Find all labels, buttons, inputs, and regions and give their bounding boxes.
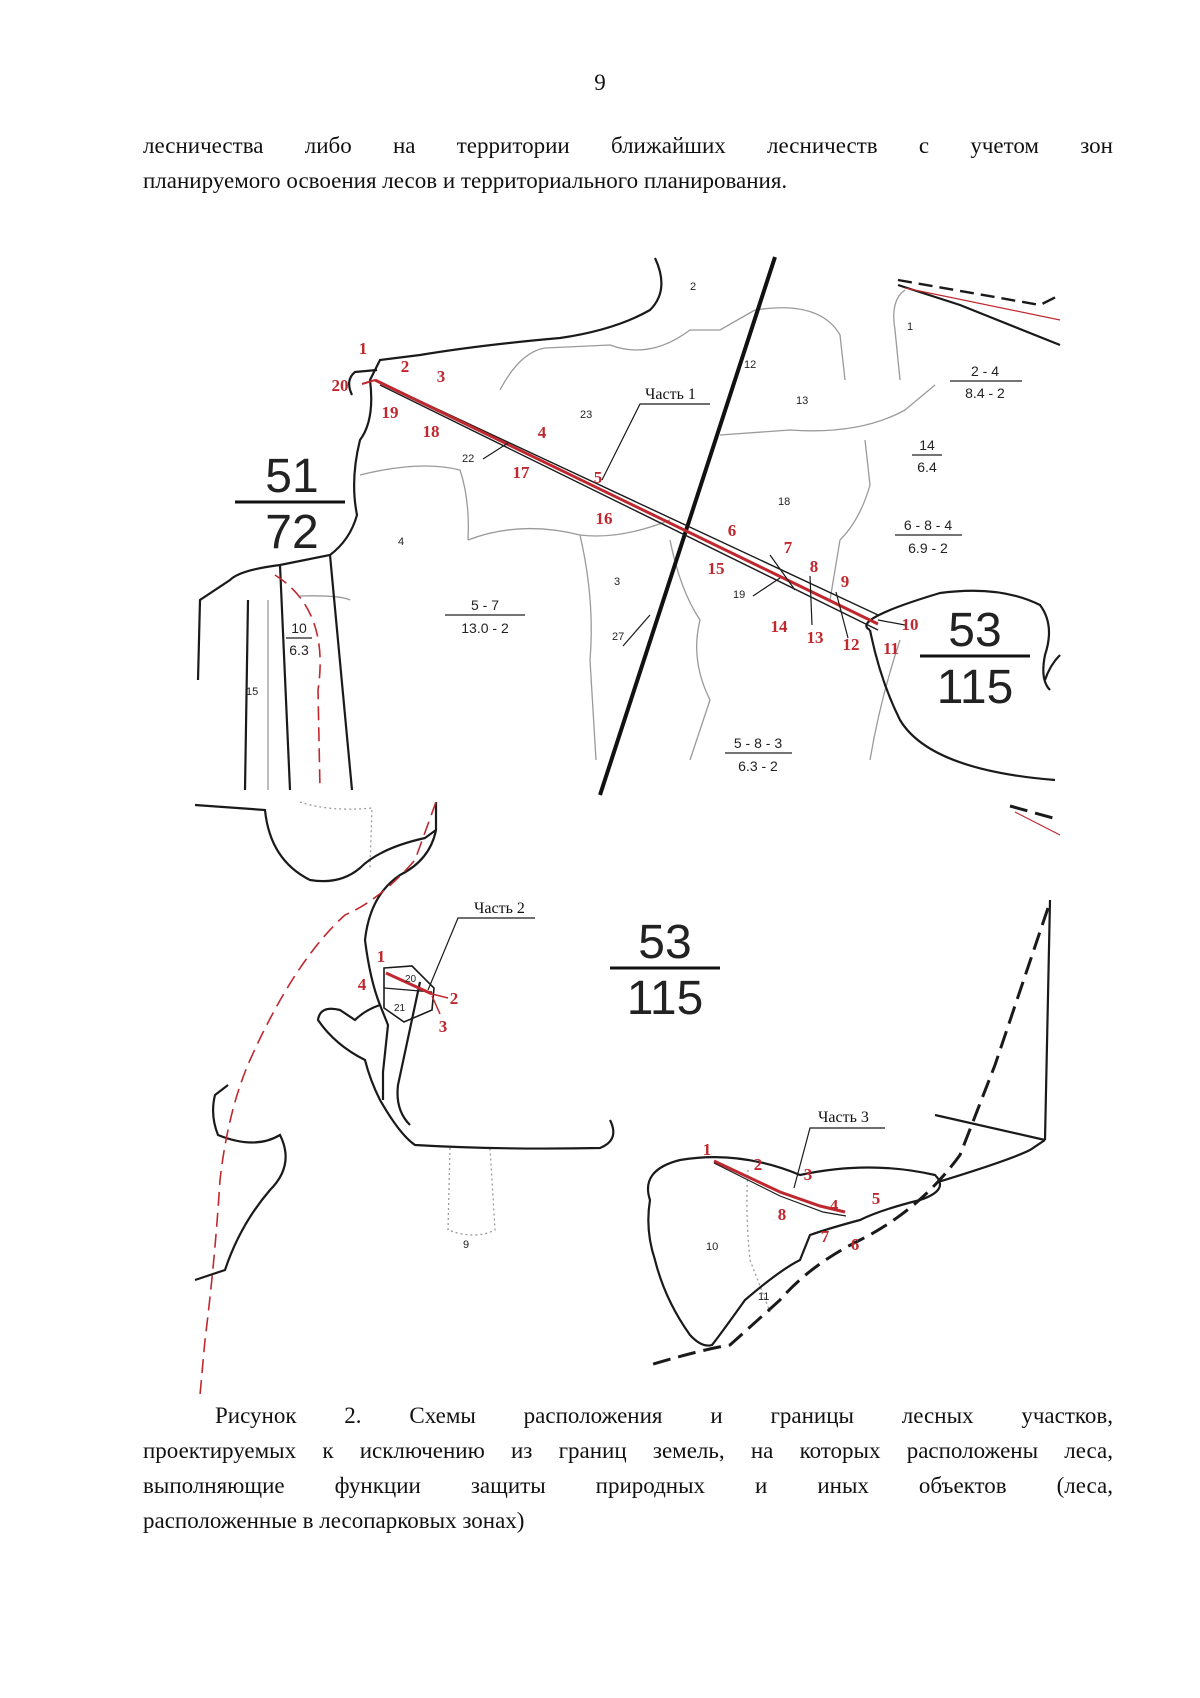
quarter-numerator: 53: [638, 916, 692, 969]
intro-line: лесничества либо на территории ближайших лесничеств с учетом зон: [143, 133, 1113, 158]
point-label: 9: [840, 572, 850, 591]
quarter-53-115: [610, 916, 720, 1025]
point-label: 3: [803, 1165, 813, 1184]
turning-points-part-2: [358, 947, 459, 1036]
point-label: 11: [882, 639, 900, 658]
point-label: 7: [783, 538, 793, 557]
red-line-top: [1015, 812, 1060, 835]
point-label: 8: [777, 1205, 787, 1224]
point-label: 8: [809, 557, 819, 576]
plot-part-1: [362, 380, 878, 630]
point-label: 5: [593, 468, 603, 487]
svg-text:5 - 8 - 3: 5 - 8 - 3: [733, 735, 783, 751]
point-label: 3: [436, 367, 446, 386]
sub-label: [950, 363, 1022, 401]
sub-label: [286, 620, 312, 658]
dashed-boundary-top: [898, 280, 1060, 320]
point-label: 16: [595, 509, 613, 528]
plot-number: 23: [580, 409, 593, 421]
quarter-51-72: [235, 450, 345, 559]
plot-number: 11: [758, 1291, 770, 1303]
plot-number: 22: [462, 453, 475, 465]
svg-text:6.4: 6.4: [917, 459, 937, 475]
svg-text:13.0 - 2: 13.0 - 2: [461, 620, 509, 636]
part-1-label: Часть 1: [645, 386, 696, 403]
turning-points-part-1: [332, 339, 919, 658]
svg-text:8.4 - 2: 8.4 - 2: [965, 385, 1005, 401]
page-number: 9: [594, 70, 606, 95]
quarter-boundaries: [195, 802, 1050, 1346]
sub-label: [725, 735, 792, 774]
point-label: 2: [400, 357, 410, 376]
svg-text:2 - 4: 2 - 4: [970, 363, 1000, 379]
plot-number: 19: [733, 589, 746, 601]
point-label: 4: [537, 423, 547, 442]
quarter-denominator: 72: [265, 506, 319, 559]
plot-number: 4: [398, 536, 405, 548]
point-label: 20: [331, 376, 349, 395]
point-label: 1: [358, 339, 368, 358]
point-label: 15: [707, 559, 725, 578]
point-label: 17: [512, 463, 530, 482]
svg-text:5 - 7: 5 - 7: [470, 597, 500, 613]
plot-number: 13: [796, 395, 809, 407]
point-label: 7: [820, 1227, 830, 1246]
sub-label: [912, 437, 942, 475]
inner-boundaries: [300, 802, 770, 1312]
caption-line: проектируемых к исключению из границ земель, на которых расположены леса,: [143, 1438, 1113, 1463]
point-label: 4: [829, 1196, 839, 1215]
point-label: 14: [770, 617, 788, 636]
point-label: 3: [438, 1017, 448, 1036]
point-label: 5: [871, 1189, 881, 1208]
svg-text:6.3: 6.3: [289, 642, 309, 658]
point-label: 6: [850, 1235, 860, 1254]
point-label: 18: [422, 422, 440, 441]
plot-number: 18: [778, 496, 791, 508]
figure-caption: [143, 1398, 1113, 1538]
quarter-numerator: 51: [265, 450, 319, 503]
map-1: [198, 257, 1060, 795]
quarter-denominator: 115: [936, 661, 1014, 714]
map-2: [195, 802, 1060, 1395]
plot-number: 21: [394, 1003, 406, 1014]
point-label: 1: [702, 1140, 712, 1159]
plot-number: 27: [612, 631, 625, 643]
svg-text:10: 10: [291, 620, 307, 636]
red-dashed-boundary: [200, 802, 436, 1395]
point-label: 2: [753, 1155, 763, 1174]
svg-text:6.9 - 2: 6.9 - 2: [908, 540, 948, 556]
quarter-denominator: 115: [626, 972, 704, 1025]
point-label: 13: [806, 628, 824, 647]
plot-number: 15: [246, 686, 259, 698]
point-label: 12: [842, 635, 860, 654]
caption-line: расположенные в лесопарковых зонах): [143, 1508, 525, 1533]
quarter-53-115: [920, 604, 1030, 714]
plot-number: 10: [706, 1241, 719, 1253]
plot-number: 9: [463, 1239, 470, 1251]
plot-number: 20: [405, 974, 417, 985]
caption-line: выполняющие функции защиты природных и иных объектов (леса,: [143, 1473, 1113, 1498]
caption-line: Рисунок 2. Схемы расположения и границы лесных участков,: [215, 1403, 1113, 1428]
svg-text:6.3 - 2: 6.3 - 2: [738, 758, 778, 774]
point-label: 19: [381, 403, 399, 422]
svg-text:14: 14: [919, 437, 935, 453]
sub-label: [895, 517, 962, 556]
intro-line: планируемого освоения лесов и территориального планирования.: [143, 168, 788, 193]
plot-part-2: [384, 918, 535, 1022]
plot-number: 2: [690, 281, 697, 293]
plot-part-3: [706, 1128, 885, 1303]
quarter-numerator: 53: [948, 604, 1002, 657]
point-label: 1: [376, 947, 386, 966]
sub-label: [445, 597, 525, 636]
point-label: 10: [901, 615, 919, 634]
point-label: 4: [357, 975, 367, 994]
plot-number: 1: [907, 321, 914, 333]
plot-number: 12: [744, 359, 757, 371]
svg-text:6 - 8 - 4: 6 - 8 - 4: [903, 517, 953, 533]
plot-number: 3: [614, 576, 621, 588]
point-label: 2: [449, 989, 459, 1008]
inner-boundaries: [268, 290, 935, 790]
part-2-label: Часть 2: [474, 900, 525, 917]
dashed-boundary: [650, 806, 1060, 1365]
part-3-label: Часть 3: [818, 1109, 869, 1126]
point-label: 6: [727, 521, 737, 540]
sub-plot-labels: [286, 363, 1022, 774]
